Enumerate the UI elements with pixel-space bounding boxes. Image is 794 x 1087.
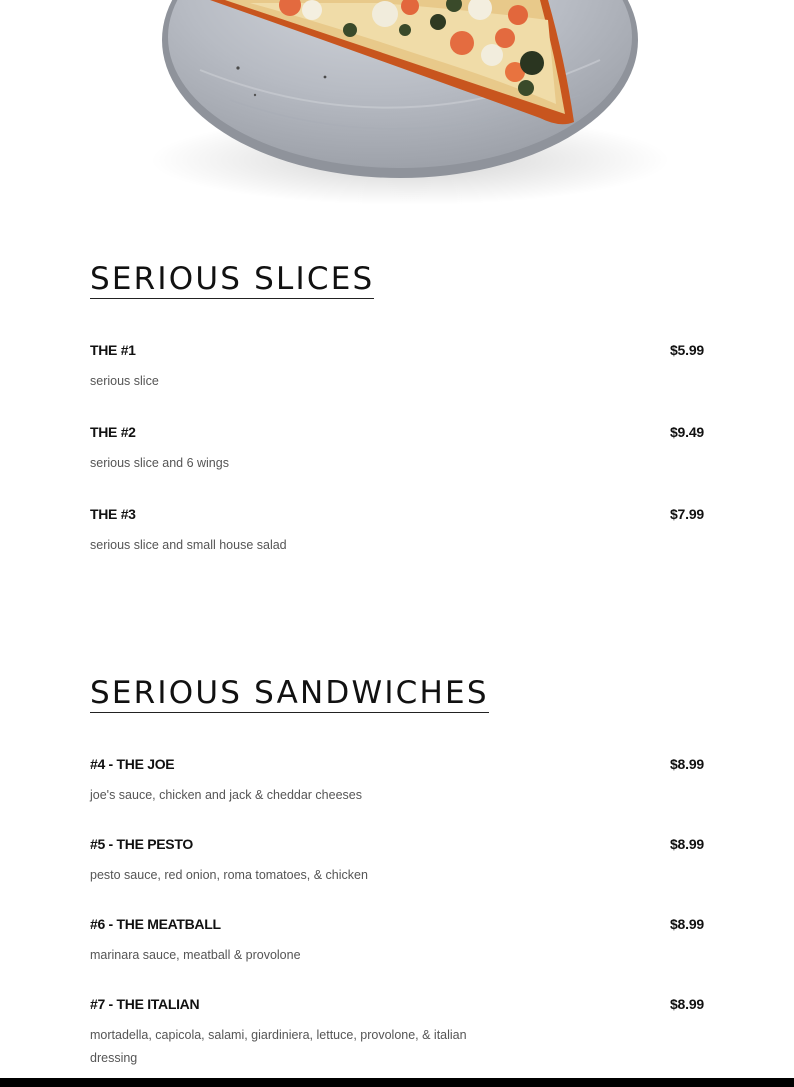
menu-item-description: mortadella, capicola, salami, giardiniera, lettuce, provolone, & italian dressing <box>90 1028 467 1065</box>
section-title-serious-sandwiches: SERIOUS SANDWICHES <box>90 675 489 711</box>
pizza-tray-icon <box>0 0 794 215</box>
section-title-serious-slices: SERIOUS SLICES <box>90 261 375 297</box>
menu-item-price: $8.99 <box>669 836 704 852</box>
menu-item-name: #6 - THE MEATBALL <box>90 916 221 932</box>
menu-item-name: THE #3 <box>90 506 136 522</box>
bottom-bar <box>0 1078 794 1087</box>
menu-item-price: $8.99 <box>669 756 704 772</box>
menu-item-price: $5.99 <box>669 342 704 358</box>
menu-item-description: joe's sauce, chicken and jack & cheddar cheeses <box>90 788 362 802</box>
menu-item-name: #4 - THE JOE <box>90 756 175 772</box>
menu-item-price: $8.99 <box>669 996 704 1012</box>
menu-item-description: serious slice and 6 wings <box>90 456 229 470</box>
menu-item-description: pesto sauce, red onion, roma tomatoes, & chicken <box>90 868 368 882</box>
menu-item-description: marinara sauce, meatball & provolone <box>90 948 301 962</box>
pizza-hero-image <box>0 0 794 215</box>
menu-item-name: #5 - THE PESTO <box>90 836 193 852</box>
menu-item-description: serious slice and small house salad <box>90 538 287 552</box>
menu-item-price: $7.99 <box>669 506 704 522</box>
menu-item-description: serious slice <box>90 374 159 388</box>
menu-item-name: THE #1 <box>90 342 136 358</box>
menu-item-name: THE #2 <box>90 424 136 440</box>
menu-item-price: $9.49 <box>669 424 704 440</box>
menu-item-price: $8.99 <box>669 916 704 932</box>
menu-item-name: #7 - THE ITALIAN <box>90 996 200 1012</box>
